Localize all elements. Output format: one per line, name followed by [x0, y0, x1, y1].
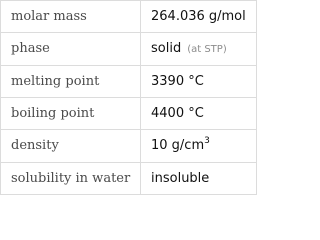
value-text: 3390 °C	[151, 73, 204, 89]
row-value	[141, 130, 257, 162]
row-value	[141, 1, 257, 33]
table-row	[1, 97, 257, 129]
row-label: melting point	[1, 65, 141, 97]
table-row	[1, 1, 257, 33]
value-text: 10 g/cm	[151, 138, 205, 154]
table-row	[1, 162, 257, 194]
row-value	[141, 97, 257, 129]
row-label: boiling point	[1, 97, 141, 129]
row-label: solubility in water	[1, 162, 141, 194]
table-row	[1, 130, 257, 162]
value-text: insoluble	[151, 170, 210, 186]
value-qualifier: (at STP)	[187, 44, 227, 56]
row-value	[141, 65, 257, 97]
table-row	[1, 33, 257, 65]
row-value	[141, 33, 257, 65]
value-superscript: 3	[204, 136, 210, 147]
value-text: 264.036 g/mol	[151, 9, 246, 25]
row-label: phase	[1, 33, 141, 65]
row-label: density	[1, 130, 141, 162]
row-label: molar mass	[1, 1, 141, 33]
row-value	[141, 162, 257, 194]
value-text: 4400 °C	[151, 106, 204, 122]
value-text: solid	[151, 41, 182, 57]
table-row	[1, 65, 257, 97]
